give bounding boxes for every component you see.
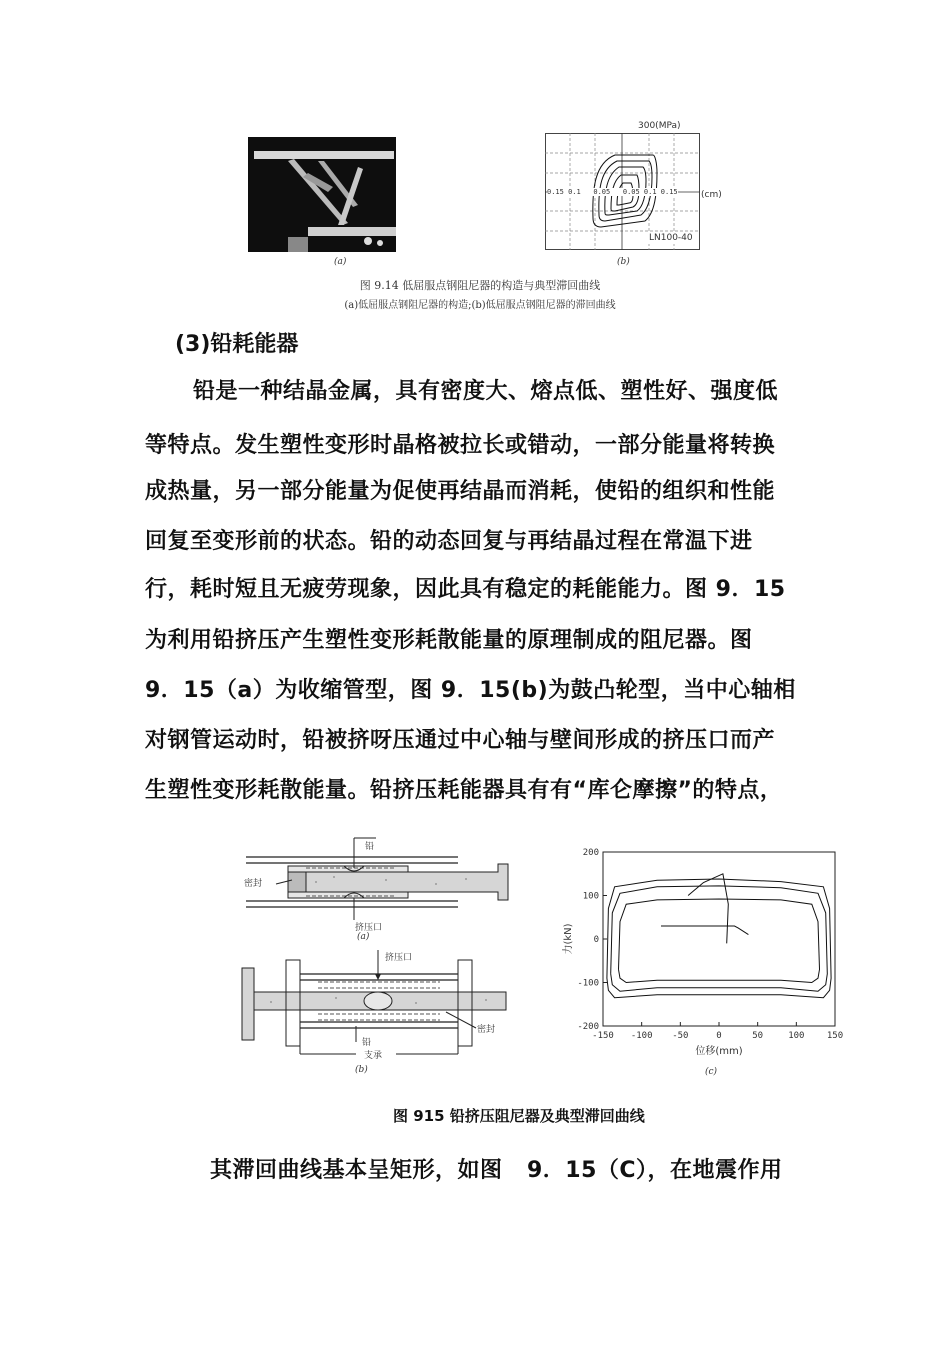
paragraph-line: 铅是一种结晶金属，具有密度大、熔点低、塑性好、强度低 [193,379,779,404]
fig914-b-model: LN100-40 [649,233,693,243]
paragraph-line: 等特点。发生塑性变形时晶格被拉长或错动，一部分能量将转换 [145,433,776,458]
paragraph-line: 为利用铅挤压产生塑性变形耗散能量的原理制成的阻尼器。图 [145,628,753,653]
paragraph-line: 行，耗时短且无疲劳现象，因此具有稳定的耗能能力。图 9．15 [145,577,786,602]
fig915a-label: (a) [357,932,370,942]
hysteresis-loop-5 [661,926,748,935]
damper-diagram-a [236,832,526,947]
x-tick-label: 100 [788,1031,805,1041]
fig915b-label: (b) [355,1065,368,1075]
x-tick-label: -100 [630,1031,653,1041]
fig915a-outlet-label: 挤压口 [355,923,383,933]
fig914-b-unit: (cm) [701,190,722,200]
fig915a-lead-label: 铅 [365,842,375,852]
y-axis-label: 力(kN) [563,923,574,955]
y-tick-label: 100 [582,891,599,902]
fig915-caption: 图 915 铅挤压阻尼器及典型滞回曲线 [393,1107,645,1125]
fig914-a-label: (a) [334,257,347,267]
fig915a-seal-label: 密封 [244,879,263,889]
y-tick-label: 200 [582,848,599,858]
x-tick-label: -50 [672,1031,689,1041]
x-tick-label: 150 [826,1031,844,1041]
damper-photo [248,137,396,252]
fig914-b-top-label: 300(MPa) [638,121,681,131]
x-axis-label: 位移(mm) [695,1046,743,1057]
hysteresis-plot-914b [545,133,700,250]
y-tick-label: -200 [577,1022,599,1032]
fig915b-lead-label: 铅 [362,1038,372,1048]
fig914-b-label: (b) [617,257,630,267]
hysteresis-chart-915c [555,840,855,1085]
paragraph-line: 对钢管运动时，铅被挤呀压通过中心轴与壁间形成的挤压口而产 [145,728,776,753]
fig915b-outlet-label: 挤压口 [385,953,413,963]
paragraph-last-line: 其滞回曲线基本呈矩形，如图 9．15（C），在地震作用 [210,1158,783,1183]
fig915c-label: (c) [705,1067,718,1077]
x-tick-label: -150 [592,1031,614,1041]
fig914-subcaption: (a)低屈服点钢阻尼器的构造;(b)低屈服点钢阻尼器的滞回曲线 [344,300,616,311]
paragraph-line: 回复至变形前的状态。铅的动态回复与再结晶过程在常温下进 [145,529,753,554]
hysteresis-loop-4 [688,874,728,944]
x-tick-label: 50 [752,1031,764,1041]
fig914-b-ticks: 0.15 0.1 0.05 0.05 0.1 0.15 [547,188,678,196]
y-tick-label: 0 [593,935,599,945]
paragraph-line: 生塑性变形耗散能量。铅挤压耗能器具有有“库仑摩擦”的特点， [145,778,783,803]
section-heading: (3)铅耗能器 [175,332,299,357]
fig915b-seal-label: 密封 [477,1025,496,1035]
fig915b-support-label: 支承 [364,1051,383,1061]
fig914-caption: 图 9.14 低屈服点钢阻尼器的构造与典型滞回曲线 [359,279,601,292]
paragraph-line: 9．15（a）为收缩管型，图 9．15(b)为鼓凸轮型，当中心轴相 [145,678,796,703]
paragraph-line: 成热量，另一部分能量为促使再结晶而消耗，使铅的组织和性能 [145,479,776,504]
damper-diagram-b [236,950,536,1080]
plot-frame [603,852,835,1026]
y-tick-label: -100 [577,978,599,989]
hysteresis-loop-1 [619,899,820,983]
x-tick-label: 0 [716,1031,722,1041]
